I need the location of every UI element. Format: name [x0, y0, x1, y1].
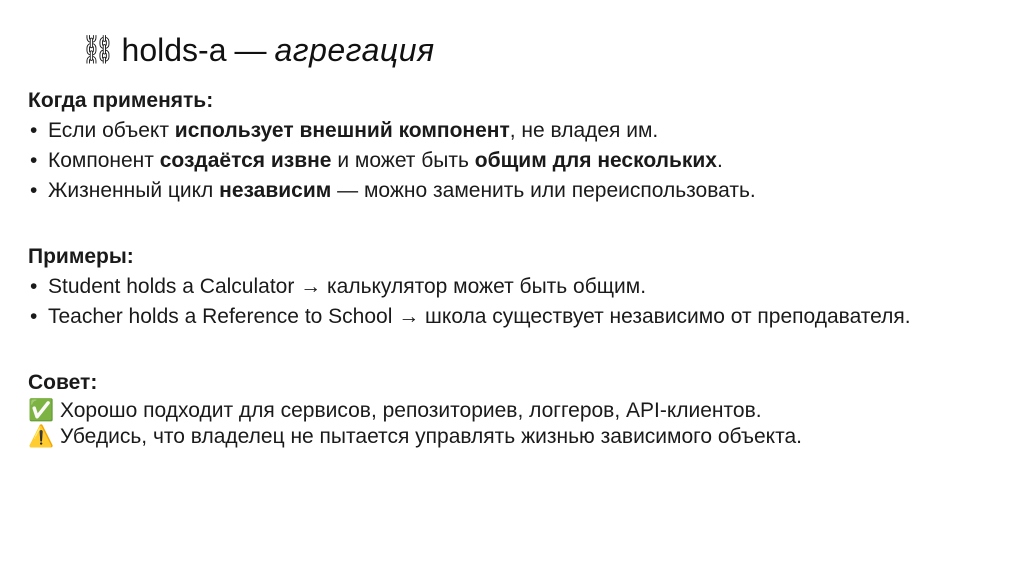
- when-list: [28, 118, 988, 204]
- link-icon: ⛓: [80, 34, 116, 65]
- text: .: [717, 149, 723, 172]
- list-item: [28, 148, 988, 174]
- tip-heading: Совет:: [28, 371, 98, 394]
- slide-content: [28, 86, 988, 450]
- title-dash: —: [234, 32, 267, 68]
- title-subtitle: агрегация: [274, 32, 435, 68]
- title-main: holds-a: [121, 32, 227, 68]
- bold-text: общим для нескольких: [474, 149, 717, 172]
- list-item: [28, 118, 988, 144]
- examples-list: [28, 274, 988, 330]
- text: , не владея им.: [509, 119, 659, 142]
- text: Компонент: [48, 149, 160, 172]
- text: и может быть: [331, 149, 475, 172]
- bold-text: создаётся извне: [159, 149, 332, 172]
- slide-title: [80, 28, 435, 72]
- tip-warning: ⚠️ Убедись, что владелец не пытается управлять жизнью зависимого объекта.: [28, 425, 802, 448]
- spacer: [28, 334, 988, 368]
- spacer: [28, 208, 988, 242]
- text: Жизненный цикл: [48, 179, 220, 202]
- text: — можно заменить или переиспользовать.: [331, 179, 756, 202]
- text: Если объект: [48, 119, 175, 142]
- list-item: [28, 178, 988, 204]
- list-item: • Teacher holds a Reference to School → школа существует независимо от преподавателя.: [28, 304, 988, 330]
- bold-text: независим: [219, 179, 332, 202]
- examples-heading: Примеры:: [28, 245, 134, 268]
- tip-good: ✅ Хорошо подходит для сервисов, репозиториев, логгеров, API-клиентов.: [28, 399, 762, 422]
- list-item: • Student holds a Calculator → калькулятор может быть общим.: [28, 274, 988, 300]
- when-heading: Когда применять:: [28, 89, 214, 112]
- bold-text: использует внешний компонент: [174, 119, 510, 142]
